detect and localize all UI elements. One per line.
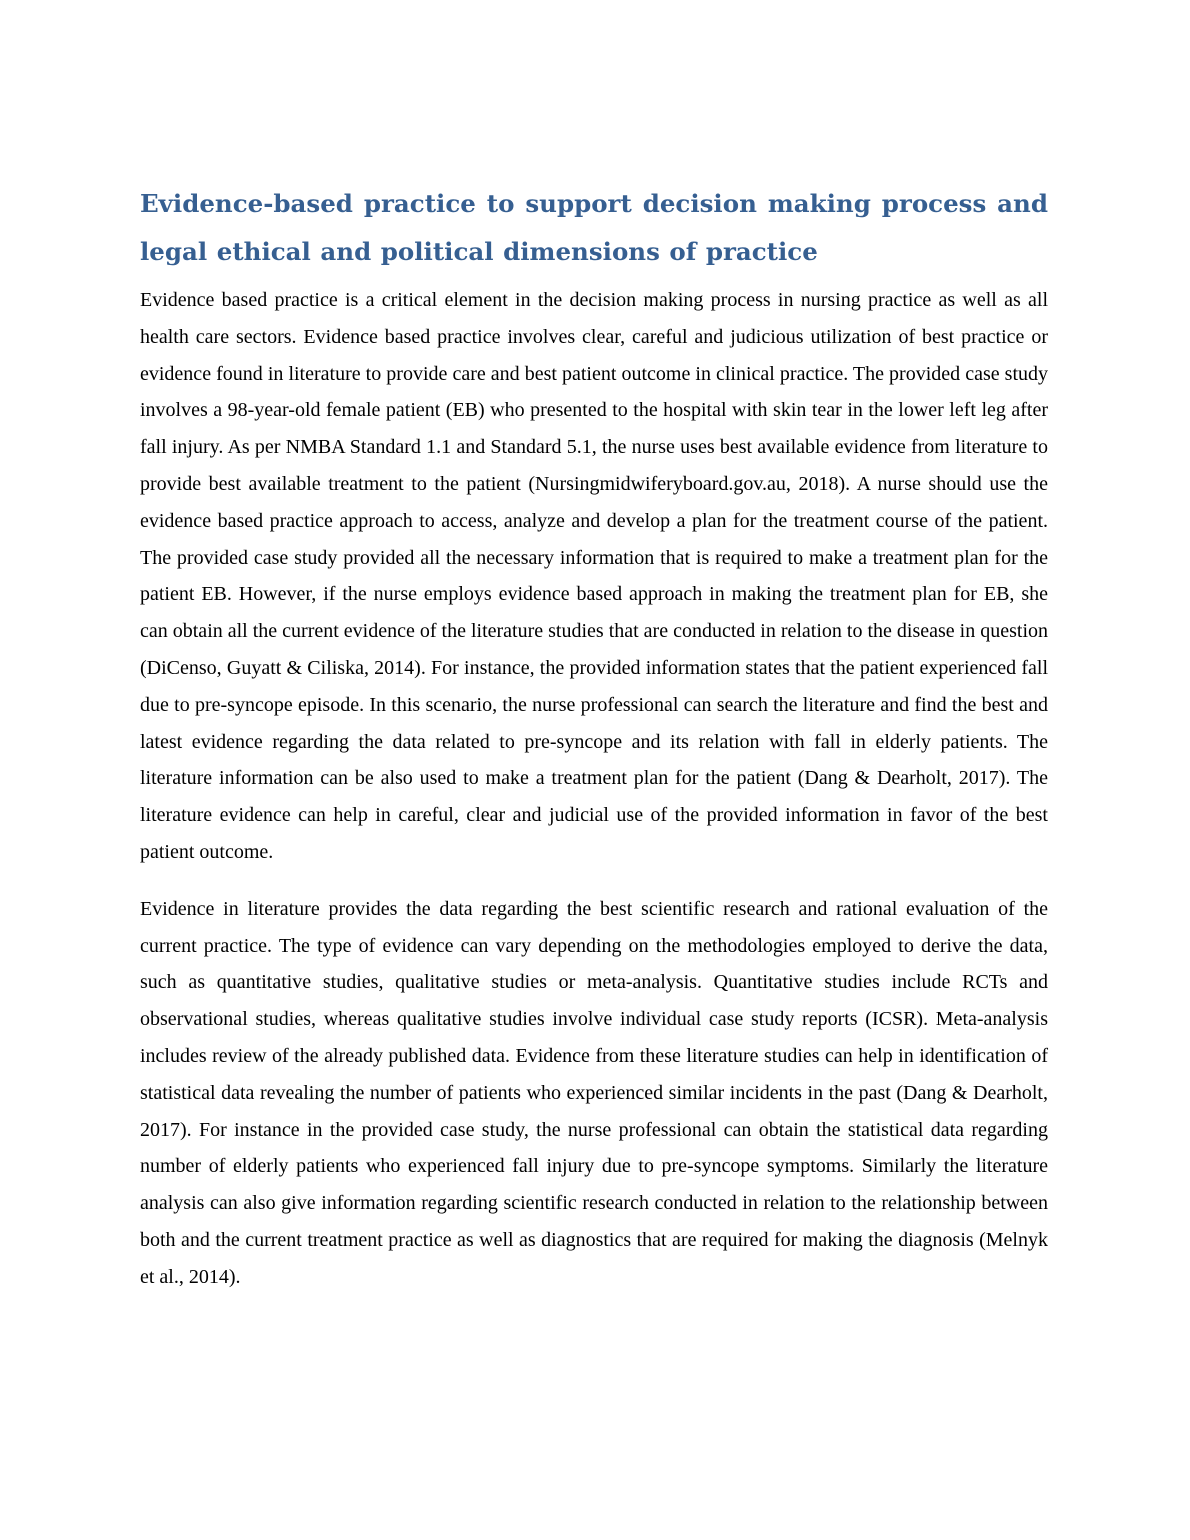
document-body — [140, 180, 1048, 1296]
paragraph-2: Evidence in literature provides the data regarding the best scientific research and rational evaluation of the current practice. The type of evidence can vary depending on the methodologies employed to derive the data, such as quantitative studies, qualitative studies or meta-analysis. Quantitative studies include RCTs and observational studies, whereas qualitative studies involve individual case study reports (ICSR). Meta-analysis includes review of the already published data. Evidence from these literature studies can help in identification of statistical data revealing the number of patients who experienced similar incidents in the past (Dang & Dearholt, 2017). For instance in the provided case study, the nurse professional can obtain the statistical data regarding number of elderly patients who experienced fall injury due to pre-syncope symptoms. Similarly the literature analysis can also give information regarding scientific research conducted in relation to the relationship between both and the current treatment practice as well as diagnostics that are required for making the diagnosis (Melnyk et al., 2014). — [140, 897, 1048, 1288]
section-heading: Evidence-based practice to support decision making process and legal ethical and political dimensions of practice — [140, 189, 1048, 266]
paragraph-1: Evidence based practice is a critical element in the decision making process in nursing practice as well as all health care sectors. Evidence based practice involves clear, careful and judicious utilization of best practice or evidence found in literature to provide care and best patient outcome in clinical practice. The provided case study involves a 98-year-old female patient (EB) who presented to the hospital with skin tear in the lower left leg after fall injury. As per NMBA Standard 1.1 and Standard 5.1, the nurse uses best available evidence from literature to provide best available treatment to the patient (Nursingmidwiferyboard.gov.au, 2018). A nurse should use the evidence based practice approach to access, analyze and develop a plan for the treatment course of the patient. The provided case study provided all the necessary information that is required to make a treatment plan for the patient EB. However, if the nurse employs evidence based approach in making the treatment plan for EB, she can obtain all the current evidence of the literature studies that are conducted in relation to the disease in question (DiCenso, Guyatt & Ciliska, 2014). For instance, the provided information states that the patient experienced fall due to pre-syncope episode. In this scenario, the nurse professional can search the literature and find the best and latest evidence regarding the data related to pre-syncope and its relation with fall in elderly patients. The literature information can be also used to make a treatment plan for the patient (Dang & Dearholt, 2017). The literature evidence can help in careful, clear and judicial use of the provided information in favor of the best patient outcome. — [140, 289, 1048, 863]
